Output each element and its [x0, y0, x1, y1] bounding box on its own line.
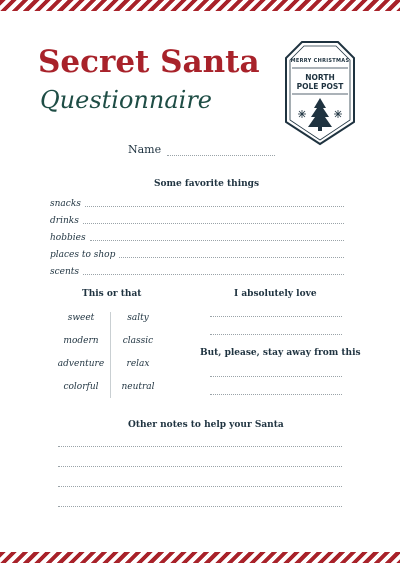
notes-answer-line[interactable]	[58, 446, 342, 447]
option-right[interactable]: classic	[122, 336, 154, 346]
name-input-line[interactable]	[167, 145, 275, 156]
favorite-row-snacks	[50, 195, 344, 209]
north-pole-stamp	[284, 40, 356, 146]
favorite-row-hobbies	[50, 229, 344, 243]
love-heading: I absolutely love	[234, 289, 317, 299]
favorite-answer-line[interactable]	[85, 206, 344, 207]
favorite-row-scents	[50, 263, 344, 277]
notes-heading: Other notes to help your Santa	[128, 420, 284, 430]
favorite-answer-line[interactable]	[119, 257, 344, 258]
notes-answer-line[interactable]	[58, 506, 342, 507]
favorite-answer-line[interactable]	[83, 274, 344, 275]
page-subtitle: Questionnaire	[40, 86, 212, 114]
stamp-title	[284, 73, 356, 91]
favorite-label: places to shop	[50, 250, 116, 260]
favorite-answer-line[interactable]	[83, 223, 344, 224]
stamp-frame-icon	[284, 40, 356, 146]
favorite-label: drinks	[50, 216, 79, 226]
avoid-answer-line[interactable]	[210, 376, 342, 377]
option-right[interactable]: relax	[126, 359, 150, 369]
favorites-heading: Some favorite things	[154, 179, 260, 189]
love-answer-line[interactable]	[210, 334, 342, 335]
stamp-line-2: POLE POST	[296, 82, 344, 91]
favorite-answer-line[interactable]	[90, 240, 344, 241]
name-row	[128, 143, 275, 156]
stamp-line-1: NORTH	[305, 73, 335, 82]
love-answer-line[interactable]	[210, 316, 342, 317]
snowflake-icon	[334, 110, 342, 118]
favorite-label: hobbies	[50, 233, 86, 243]
option-left[interactable]: sweet	[67, 313, 95, 323]
notes-answer-line[interactable]	[58, 486, 342, 487]
favorite-label: scents	[50, 267, 80, 277]
avoid-answer-line[interactable]	[210, 394, 342, 395]
option-right[interactable]: neutral	[121, 382, 155, 392]
snowflake-icon	[298, 110, 306, 118]
candy-stripe-top	[0, 0, 400, 11]
option-left[interactable]: adventure	[57, 359, 105, 369]
favorite-row-drinks	[50, 212, 344, 226]
avoid-heading: But, please, stay away from this	[200, 348, 361, 358]
stamp-top-text: MERRY CHRISTMAS	[290, 58, 350, 64]
option-left[interactable]: modern	[63, 336, 99, 346]
candy-stripe-bottom	[0, 552, 400, 563]
favorite-row-places-to-shop	[50, 246, 344, 260]
this-or-that-heading: This or that	[82, 289, 142, 299]
option-left[interactable]: colorful	[63, 382, 99, 392]
page-title: Secret Santa	[38, 44, 260, 80]
notes-answer-line[interactable]	[58, 466, 342, 467]
favorite-label: snacks	[50, 199, 81, 209]
name-label: Name	[128, 143, 162, 156]
option-right[interactable]: salty	[127, 313, 149, 323]
this-or-that-divider	[110, 312, 111, 398]
